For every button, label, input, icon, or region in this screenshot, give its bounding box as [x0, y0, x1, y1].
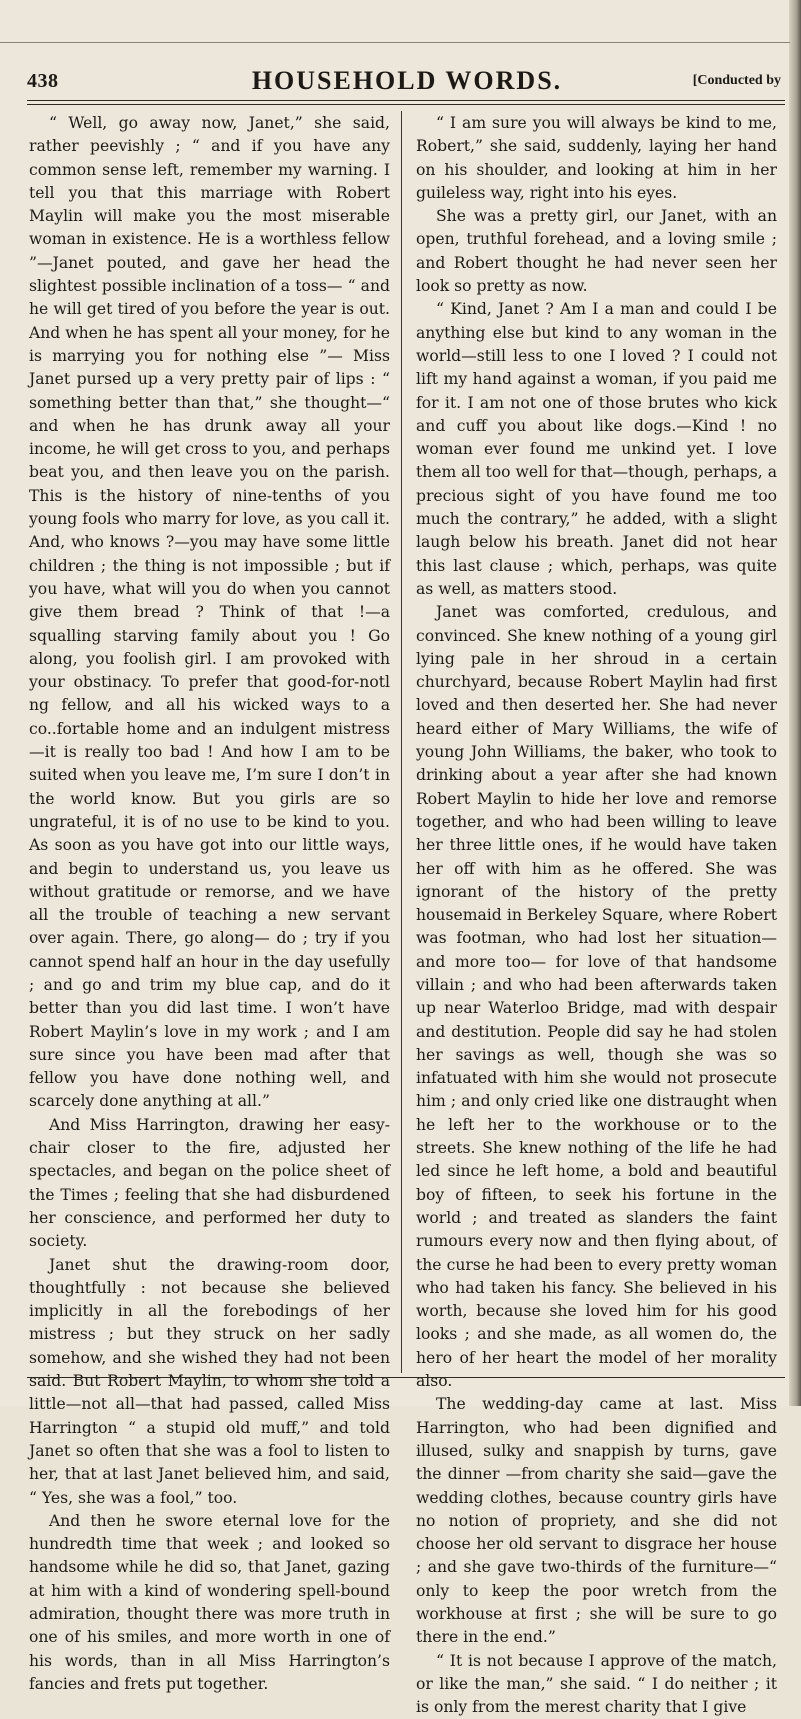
page-number: 438 — [27, 70, 59, 92]
top-border — [0, 42, 790, 43]
paragraph: “ It is not because I approve of the match, or like the man,” she said. “ I do neither ; it is only from the merest charity that I give — [416, 1651, 777, 1717]
paragraph: “ I am sure you will always be kind to me, Robert,” she said, suddenly, laying her hand on his shoulder, and looking at him in her guileless way, right into his eyes. — [416, 114, 777, 202]
book-edge — [789, 0, 801, 1406]
paragraph: She was a pretty girl, our Janet, with an open, truthful forehead, and a loving smile ; and Robert thought he had never seen her look so pretty as now. — [416, 207, 777, 296]
paragraph: Janet was comforted, credulous, and convinced. She knew nothing of a young girl lying pale in her shroud in a certain churchyard, because Robert Maylin had first loved and then deserted her. She had never heard either of Mary Williams, the wife of young John Williams, the baker, who took to drinking about a year after she had known Robert Maylin to hide her love and remorse together, and who had been willing to leave her three little ones, if he would have taken her off with him as he offered. She was ignorant of the history of the pretty housemaid in Berkeley Square, where Robert was footman, who had lost her situation—and more too— for love of that handsome villain ; and who had been afterwards taken up near Waterloo Bridge, mad with despair and destitution. People did say he had stolen her savings as well, though she was so infatuated with him she would not prosecute him ; and only cried like one distraught when he left her to the workhouse or to the streets. She knew nothing of the life he had led since he left home, a bold and beautiful boy of fifteen, to seek his fortune in the world ; and treated as slanders the faint rumours every now and then flying about, of the curse he had been to every pretty woman who had taken his fancy. She believed in his worth, because she loved him for his good looks ; and she made, as all women do, the hero of her heart the model of her morality also. — [416, 603, 777, 1391]
conducted-by: [Conducted by — [692, 73, 781, 88]
paragraph: The wedding-day came at last. Miss Harrington, who had been dignified and illused, sulky and snappish by turns, gave the dinner —from charity she said—gave the wedding clothes, because country girls have no notion of propriety, and she did not choose her old servant to disgrace her house ; and she gave two-thirds of the furniture—“ only to keep the poor wretch from the workhouse at first ; she will be sure to go there in the end.” — [416, 1395, 777, 1647]
paragraph: And then he swore eternal love for the hundredth time that week ; and looked so handsome while he did so, that Janet, gazing at him with a kind of wondering spell-bound admiration, thought there was more truth in one of his smiles, and more worth in one of his words, than in all Miss Harrington’s fancies and frets put together. — [29, 1511, 390, 1693]
left-column — [29, 112, 390, 1693]
column-divider — [401, 111, 402, 1373]
running-title: HOUSEHOLD WORDS. — [251, 66, 563, 95]
bottom-rule — [27, 1377, 785, 1378]
paragraph: Janet shut the drawing-room door, thoughtfully : not because she believed implicitly in all the forebodings of her mistress ; but they struck on her sadly somehow, and she wished they had not been said. But Robert Maylin, to whom she told a little—not all—that had passed, called Miss Harrington “ a stupid old muff,” and told Janet so often that she was a fool to listen to her, that at last Janet believed him, and said, “ Yes, she was a fool,” too. — [29, 1255, 390, 1507]
right-column — [416, 112, 777, 1717]
page-header — [27, 62, 787, 98]
header-rule — [27, 100, 785, 105]
paragraph: “ Kind, Janet ? Am I a man and could I be anything else but kind to any woman in the world—still less to one I loved ? I could not lift my hand against a woman, if you paid me for it. I am not one of those brutes who kick and cuff you about like dogs.—Kind ! no woman ever found me unkind yet. I love them all too well for that—though, perhaps, a precious sight of you have found me too much the contrary,” he added, with a slight laugh below his breath. Janet did not hear this last clause ; which, perhaps, was quite as well, as matters stood. — [416, 300, 777, 598]
paragraph: “ Well, go away now, Janet,” she said, rather peevishly ; “ and if you have any common sense left, remember my warning. I tell you that this marriage with Robert Maylin will make you the most miserable woman in existence. He is a worthless fellow ”—Janet pouted, and gave her head the slightest possible inclination of a toss— “ and he will get tired of you before the year is out. And when he has spent all your money, for he is marrying you for nothing else ”— Miss Janet pursed up a very pretty pair of lips : “ something better than that,” she thought—“ and when he has drunk away all your income, he will get cross to you, and perhaps beat you, and then leave you on the parish. This is the history of nine-tenths of you young fools who marry for love, as you call it. And, who knows ?—you may have some little children ; the thing is not impossible ; but if you have, what will you do when you cannot give them bread ? Think of that !—a squalling starving family about you ! Go along, you foolish girl. I am provoked with your obstinacy. To prefer that good-for-notl ng fellow, and all his wicked ways to a co..fortable home and an indulgent mistress—it is really too bad ! And how I am to be suited when you leave me, I’m sure I don’t in the world know. But you girls are so ungrateful, it is of no use to be kind to you. As soon as you have got into our little ways, and begin to understand us, you leave us without gratitude or remorse, and we have all the trouble of teaching a new servant over again. There, go along— do ; try if you cannot spend half an hour in the day usefully ; and go and trim my blue cap, and do it better than you did last time. I won’t have Robert Maylin’s love in my work ; and I am sure since you have been mad after that fellow you have done nothing well, and scarcely done anything at all.” — [29, 114, 390, 1111]
paragraph: And Miss Harrington, drawing her easy-chair closer to the fire, adjusted her spectacles, and began on the police sheet of the Times ; feeling that she had disburdened her conscience, and performed her duty to society. — [29, 1115, 390, 1251]
